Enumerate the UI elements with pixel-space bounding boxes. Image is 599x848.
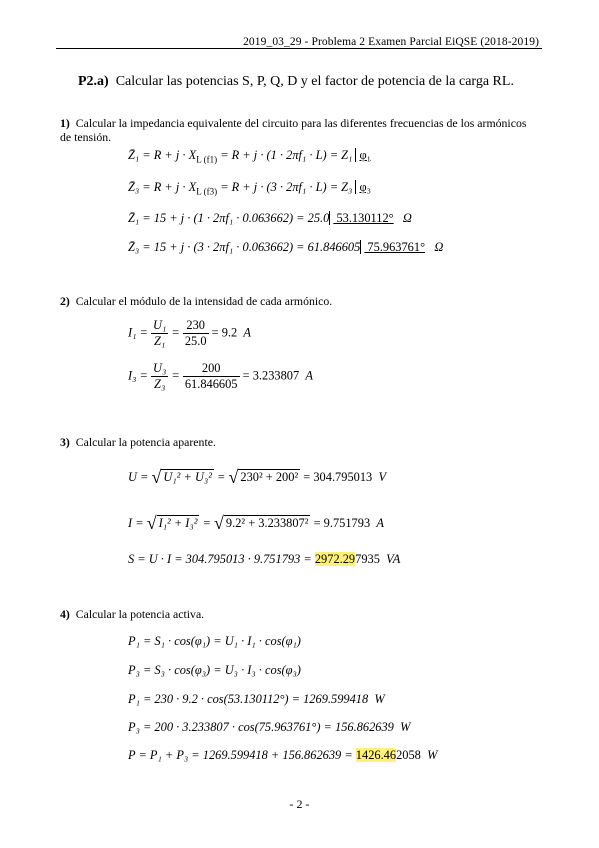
section-2-heading bbox=[60, 294, 332, 309]
eq-z3-left: Z̄₃ = R + j · X bbox=[128, 180, 197, 194]
header-rule bbox=[56, 48, 542, 49]
eq-i1-fraction-symbolic bbox=[151, 318, 168, 349]
eq-i-unit: A bbox=[376, 516, 384, 530]
eq-s-highlight: 2972.29 bbox=[314, 552, 356, 566]
section-1-text-line2: de tensión. bbox=[60, 130, 112, 144]
eq-i3-vnum: 200 bbox=[183, 361, 240, 377]
eq-p-rest: 2058 bbox=[396, 748, 421, 762]
eq-p-highlight: 1426.46 bbox=[355, 748, 397, 762]
eq-u-radicand-values: 230² + 200² bbox=[240, 470, 299, 484]
eq-i1-fnum: U₁ bbox=[153, 318, 167, 332]
page-number: - 2 - bbox=[289, 797, 310, 811]
eq-u-lhs: U = bbox=[128, 470, 149, 484]
eq-s-rest: 7935 bbox=[355, 552, 380, 566]
eq-u-total: U = √ U₁² + U₃² = √ 230² + 200² = 304.795013 V bbox=[128, 467, 387, 487]
section-1-text-line1: Calcular la impedancia equivalente del circuito para las diferentes frecuencias de los armónicos bbox=[75, 116, 527, 130]
sqrt-icon: √ bbox=[146, 513, 157, 533]
problem-label: P2.a) bbox=[78, 74, 109, 89]
sqrt-icon: √ bbox=[214, 513, 224, 533]
eq-z1-angle: φ₁ bbox=[355, 148, 370, 162]
eq-i-total: I = √ I₁² + I₃² = √ 9.2² + 3.233807² = 9.751793 A bbox=[128, 513, 384, 533]
eq-i3-fraction-symbolic bbox=[151, 361, 168, 392]
section-1-heading bbox=[60, 116, 526, 131]
section-2-number: 2) bbox=[60, 294, 70, 308]
eq-z1-value bbox=[128, 211, 412, 226]
sqrt-icon: √ bbox=[228, 467, 239, 487]
eq-i-result: = 9.751793 bbox=[313, 516, 371, 530]
section-3-text: Calcular la potencia aparente. bbox=[75, 435, 216, 449]
eq-i3-result: = 3.233807 bbox=[242, 368, 300, 383]
eq-i1-fden: Z₁ bbox=[154, 334, 166, 348]
eq-p1-value bbox=[128, 692, 385, 707]
eq-p1-value-text: P₁ = 230 · 9.2 · cos(53.130112°) = 1269.599418 bbox=[128, 692, 369, 706]
eq-p-left: P = P₁ + P₃ = 1269.599418 + 156.862639 = bbox=[128, 748, 356, 762]
section-4-number: 4) bbox=[60, 607, 70, 621]
eq-z3-angle: φ₃ bbox=[355, 180, 370, 194]
eq-p3-value bbox=[128, 720, 410, 735]
eq-i3: I₃ = $\frac{\text{U₃}}{\text{Z₃}}$ = $\frac{200}{61.846605}$ = 3.233807 A bbox=[128, 361, 313, 391]
eq-s-left: S = U · I = 304.795013 · 9.751793 = bbox=[128, 552, 315, 566]
eq-i1: I₁ = $\frac{\text{U₁}}{\text{Z₁}}$ = $\frac{230}{25.0}$ = 9.2 A bbox=[128, 318, 251, 348]
eq-p3-value-text: P₃ = 200 · 3.233807 · cos(75.963761°) = 156.862639 bbox=[128, 720, 394, 734]
eq-i3-vden: 61.846605 bbox=[184, 377, 238, 391]
eq-z1-mid: = R + j · (1 · 2πf₁ · L) = Z₁ bbox=[220, 148, 353, 162]
eq-z3-value-left: Z̄₃ = 15 + j · (3 · 2πf₁ · 0.063662) = 61.846605 bbox=[128, 240, 361, 254]
eq-i-radicand-symbolic: I₁² + I₃² bbox=[158, 516, 198, 530]
eq-z3-definition bbox=[128, 180, 371, 196]
eq-i1-result: = 9.2 bbox=[211, 325, 238, 340]
eq-i3-fnum: U₃ bbox=[153, 361, 167, 375]
eq-p1-definition: P₁ = S₁ · cos(φ₁) = U₁ · I₁ · cos(φ₁) bbox=[128, 634, 301, 648]
section-1-number: 1) bbox=[60, 116, 70, 130]
problem-statement: Calcular las potencias S, P, Q, D y el factor de potencia de la carga RL. bbox=[115, 74, 514, 89]
eq-i3-lhs: I₃ = bbox=[128, 368, 148, 383]
section-3-heading bbox=[60, 435, 216, 450]
eq-p-unit: W bbox=[427, 748, 438, 762]
eq-i1-vnum: 230 bbox=[183, 318, 209, 334]
eq-i1-lhs: I₁ = bbox=[128, 325, 148, 340]
eq-i3-fraction-values bbox=[183, 361, 240, 392]
eq-p3-unit: W bbox=[400, 720, 411, 734]
eq-i1-fraction-values bbox=[183, 318, 209, 349]
eq-u-result: = 304.795013 bbox=[303, 470, 373, 484]
eq-z3-value bbox=[128, 240, 443, 255]
eq-s-unit: VA bbox=[386, 552, 401, 566]
eq-z3-unit: Ω bbox=[434, 240, 444, 254]
eq-p1-unit: W bbox=[374, 692, 385, 706]
problem-title bbox=[78, 74, 514, 90]
section-4-text: Calcular la potencia activa. bbox=[75, 607, 205, 621]
eq-z1-subscript: L (f1) bbox=[196, 154, 218, 165]
eq-z3-value-angle: 75.963761° bbox=[360, 240, 425, 254]
eq-i-radicand-values: 9.2² + 3.233807² bbox=[225, 516, 309, 530]
eq-i1-unit: A bbox=[243, 325, 251, 340]
eq-p3-definition: P₃ = S₃ · cos(φ₃) = U₃ · I₃ · cos(φ₃) bbox=[128, 663, 301, 677]
eq-z3-mid: = R + j · (3 · 2πf₁ · L) = Z₃ bbox=[220, 180, 353, 194]
eq-z1-left: Z̄₁ = R + j · X bbox=[128, 148, 197, 162]
section-4-heading bbox=[60, 607, 204, 622]
eq-z3-subscript: L (f3) bbox=[196, 186, 218, 197]
page-header: 2019_03_29 - Problema 2 Examen Parcial EiQSE (2018-2019) bbox=[243, 36, 539, 48]
eq-i1-vden: 25.0 bbox=[184, 334, 207, 348]
eq-apparent-power bbox=[128, 552, 400, 567]
eq-z1-unit: Ω bbox=[402, 211, 412, 225]
eq-z1-definition bbox=[128, 148, 371, 164]
eq-z1-value-angle: 53.130112° bbox=[329, 211, 393, 225]
section-3-number: 3) bbox=[60, 435, 70, 449]
eq-z1-value-left: Z̄₁ = 15 + j · (1 · 2πf₁ · 0.063662) = 25.0 bbox=[128, 211, 330, 225]
eq-u-unit: V bbox=[378, 470, 387, 484]
eq-i3-unit: A bbox=[305, 368, 313, 383]
eq-i3-fden: Z₃ bbox=[154, 377, 166, 391]
eq-u-radicand-symbolic: U₁² + U₃² bbox=[163, 470, 212, 484]
eq-i-lhs: I = bbox=[128, 516, 144, 530]
eq-active-power bbox=[128, 748, 437, 763]
section-2-text: Calcular el módulo de la intensidad de cada armónico. bbox=[75, 294, 333, 308]
sqrt-icon: √ bbox=[151, 467, 162, 487]
